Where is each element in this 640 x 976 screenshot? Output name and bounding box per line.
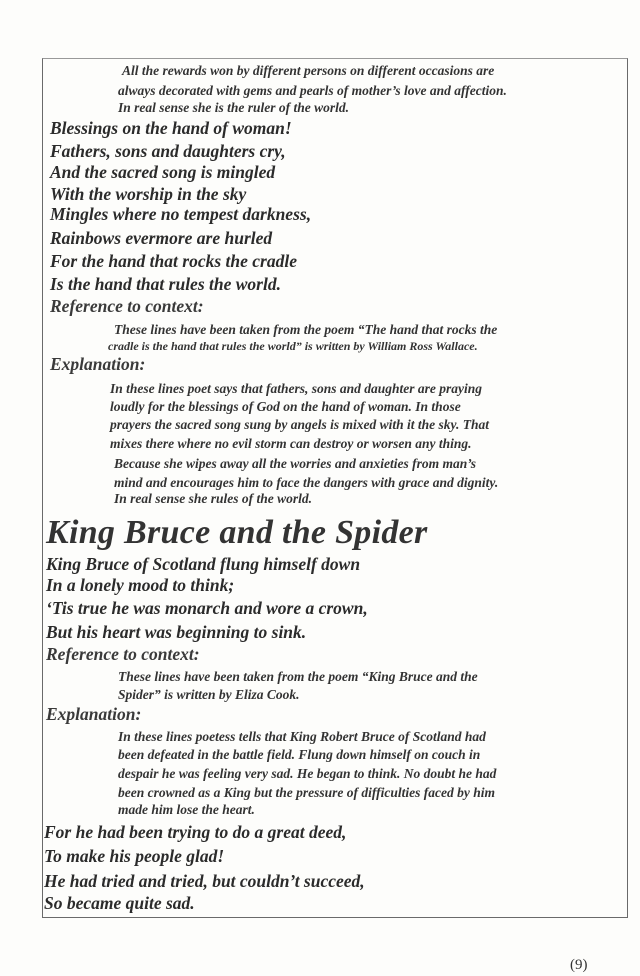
text-line: Because she wipes away all the worries and anxieties from man’s xyxy=(114,456,477,471)
explanation-heading: Explanation: xyxy=(46,704,142,724)
reference-heading: Reference to context: xyxy=(46,644,200,664)
text-line: In these lines poet says that fathers, sons and daughter are praying xyxy=(110,381,483,396)
text-line: mind and encourages him to face the dangers with grace and dignity. xyxy=(114,475,499,490)
page-number: (9) xyxy=(570,957,588,973)
poem-line: For he had been trying to do a great deed, xyxy=(44,822,347,842)
poem-line: ‘Tis true he was monarch and wore a crown, xyxy=(46,598,368,618)
poem-line: Is the hand that rules the world. xyxy=(50,274,281,294)
poem-title: King Bruce and the Spider xyxy=(46,514,428,551)
reference-text: These lines have been taken from the poem “The hand that rocks the xyxy=(114,322,498,337)
text-line: In these lines poetess tells that King Robert Bruce of Scotland had xyxy=(118,729,486,744)
text-line: been crowned as a King but the pressure of difficulties faced by him xyxy=(118,785,495,800)
text-line: always decorated with gems and pearls of mother’s love and affection. xyxy=(118,83,507,98)
text-line: been defeated in the battle field. Flung down himself on couch in xyxy=(118,747,481,762)
reference-text: cradle is the hand that rules the world” is written by William Ross Wallace. xyxy=(108,339,478,353)
text-line: prayers the sacred song sung by angels is mixed with it the sky. That xyxy=(110,417,490,432)
poem-line: With the worship in the sky xyxy=(50,184,247,204)
poem-line: Fathers, sons and daughters cry, xyxy=(50,141,286,161)
text-line: loudly for the blessings of God on the hand of woman. In those xyxy=(110,399,461,414)
reference-text: Spider” is written by Eliza Cook. xyxy=(118,687,300,702)
poem-line: For the hand that rocks the cradle xyxy=(50,251,297,271)
poem-line: So became quite sad. xyxy=(44,893,195,913)
text-line: In real sense she is the ruler of the world. xyxy=(118,100,350,115)
poem-line: King Bruce of Scotland flung himself down xyxy=(46,554,361,574)
text-line: In real sense she rules of the world. xyxy=(114,491,313,506)
poem-line: Mingles where no tempest darkness, xyxy=(50,204,312,224)
poem-line: In a lonely mood to think; xyxy=(46,575,235,595)
text-line: despair he was feeling very sad. He began to think. No doubt he had xyxy=(118,766,497,781)
poem-line: He had tried and tried, but couldn’t succeed, xyxy=(44,871,365,891)
explanation-heading: Explanation: xyxy=(50,354,146,374)
poem-line: Blessings on the hand of woman! xyxy=(50,118,292,138)
text-line: made him lose the heart. xyxy=(118,802,255,817)
reference-heading: Reference to context: xyxy=(50,296,204,316)
poem-line: And the sacred song is mingled xyxy=(50,162,276,182)
poem-line: To make his people glad! xyxy=(44,846,225,866)
text-line: All the rewards won by different persons on different occasions are xyxy=(122,63,495,78)
poem-line: But his heart was beginning to sink. xyxy=(46,622,307,642)
text-line: mixes there where no evil storm can destroy or worsen any thing. xyxy=(110,436,472,451)
poem-line: Rainbows evermore are hurled xyxy=(50,228,273,248)
reference-text: These lines have been taken from the poem “King Bruce and the xyxy=(118,669,478,684)
